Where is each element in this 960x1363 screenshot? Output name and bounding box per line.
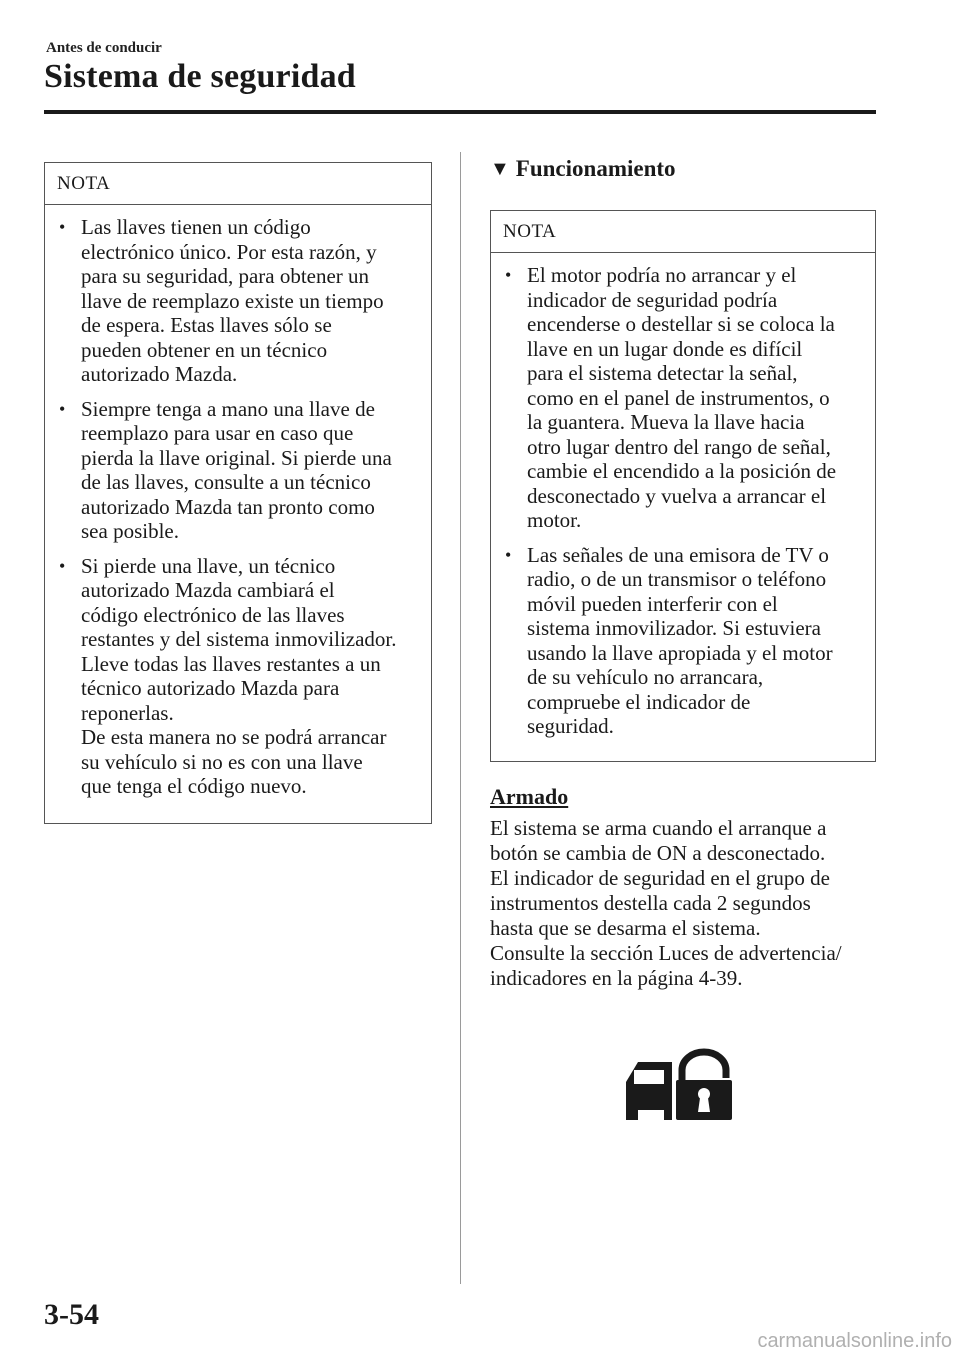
funcionamiento-heading bbox=[490, 156, 880, 182]
triangle-down-icon: ▼ bbox=[490, 157, 510, 180]
funcionamiento-heading-text: Funcionamiento bbox=[515, 156, 676, 181]
bullet-icon: • bbox=[59, 398, 66, 419]
car-lock-svg bbox=[624, 1048, 734, 1124]
note-item-text: Las llaves tienen un código electrónico único. Por esta razón, y para su seguridad, para obtener un llave de reemplazo existe un tiempo de espera. Estas llaves sólo se pueden obtener en un técnico autorizado Mazda. bbox=[81, 215, 384, 386]
note-label: NOTA bbox=[491, 211, 875, 253]
section-kicker: Antes de conducir bbox=[46, 40, 162, 56]
page-title: Sistema de seguridad bbox=[44, 58, 356, 95]
bullet-icon: • bbox=[505, 544, 512, 565]
note-item bbox=[45, 397, 431, 544]
note-item bbox=[45, 215, 431, 387]
note-item bbox=[45, 554, 431, 799]
note-list bbox=[45, 205, 431, 817]
page-number: 3-54 bbox=[44, 1298, 99, 1331]
note-item-text: Siempre tenga a mano una llave de reemplazo para usar en caso que pierda la llave original. Si pierde una de las llaves, consulte a un técnico autorizado Mazda tan pronto como sea posible. bbox=[81, 396, 392, 543]
note-box-funcionamiento bbox=[490, 210, 876, 762]
note-item bbox=[491, 543, 875, 739]
note-item-text: El motor podría no arrancar y el indicador de seguridad podría encenderse o destellar si se coloca la llave en un lugar donde es difícil para el sistema detectar la señal, como en el panel de instrumentos, o la guantera. Mueva la llave hacia otro lugar dentro del rango de señal, cambie el encendido a la posición de desconectado y vuelva a arrancar el motor. bbox=[527, 263, 837, 532]
note-list bbox=[491, 253, 875, 757]
note-box-keys bbox=[44, 162, 432, 824]
title-rule bbox=[44, 110, 876, 114]
armado-section bbox=[490, 784, 880, 991]
bullet-icon: • bbox=[59, 217, 66, 237]
column-divider bbox=[460, 152, 461, 1284]
bullet-icon: • bbox=[59, 555, 66, 576]
note-item-text: Si pierde una llave, un técnico autorizado Mazda cambiará el código electrónico de las llaves restantes y del sistema inmovilizador. Lleve todas las llaves restantes a un técnico autorizado Mazda para reponerlas. De esta manera no se podrá arrancar su vehículo si no es con una llave que tenga el código nuevo. bbox=[81, 553, 397, 798]
note-label: NOTA bbox=[45, 163, 431, 205]
armado-title: Armado bbox=[490, 784, 569, 809]
right-column bbox=[490, 152, 880, 182]
bullet-icon: • bbox=[505, 265, 512, 285]
note-item bbox=[491, 263, 875, 533]
note-item-text: Las señales de una emisora de TV o radio, o de un transmisor o teléfono móvil pueden interferir con el sistema inmovilizador. Si estuviera usando la llave apropiada y el motor de su vehículo no arrancara, compruebe el indicador de seguridad. bbox=[527, 542, 833, 738]
watermark: carmanualsonline.info bbox=[757, 1330, 952, 1352]
armado-body: El sistema se arma cuando el arranque a botón se cambia de ON a desconectado. El indicador de seguridad en el grupo de instrumentos destella cada 2 segundos hasta que se desarma el sistema. Consulte la sección Luces de advertencia/ indicadores en la página 4-39. bbox=[490, 816, 842, 990]
car-lock-security-indicator-icon bbox=[624, 1048, 734, 1124]
